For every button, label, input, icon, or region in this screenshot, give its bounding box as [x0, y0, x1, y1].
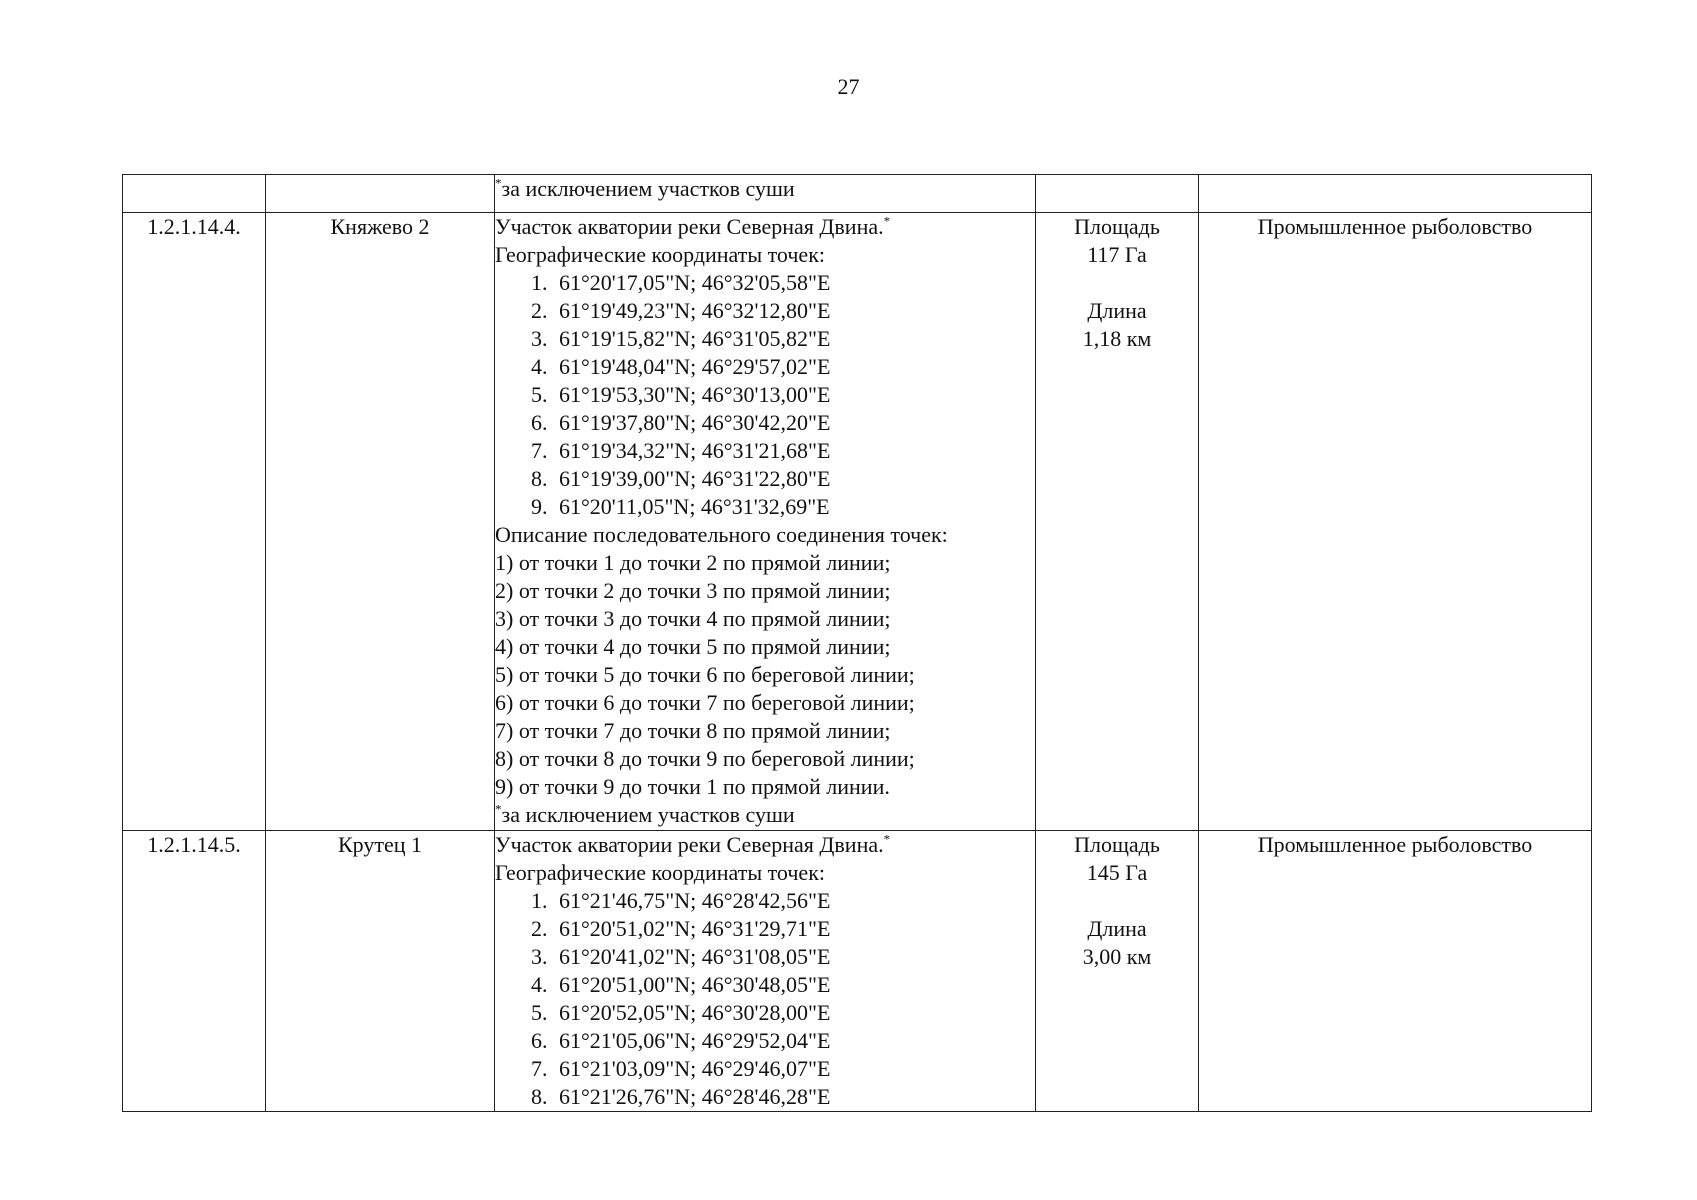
coordinate-item: 4. 61°20'51,00"N; 46°30'48,05"E	[553, 971, 1035, 999]
site-metrics	[1036, 831, 1199, 1112]
connection-item: 5) от точки 5 до точки 6 по береговой линии;	[495, 662, 915, 687]
page-number: 27	[837, 74, 860, 99]
connection-item: 1) от точки 1 до точки 2 по прямой линии;	[495, 550, 891, 575]
coordinate-item: 3. 61°20'41,02"N; 46°31'08,05"E	[553, 943, 1035, 971]
cell-usage-empty	[1199, 175, 1592, 213]
coordinate-item: 4. 61°19'48,04"N; 46°29'57,02"E	[553, 353, 1035, 381]
table-row	[123, 213, 1592, 831]
coordinate-item: 2. 61°20'51,02"N; 46°31'29,71"E	[553, 915, 1035, 943]
cell-metrics-empty	[1036, 175, 1199, 213]
coordinate-item: 5. 61°20'52,05"N; 46°30'28,00"E	[553, 999, 1035, 1027]
coordinate-item: 9. 61°20'11,05"N; 46°31'32,69"E	[553, 493, 1035, 521]
table-row	[123, 831, 1592, 1112]
coordinate-item: 3. 61°19'15,82"N; 46°31'05,82"E	[553, 325, 1035, 353]
connection-item: 9) от точки 9 до точки 1 по прямой линии.	[495, 774, 890, 799]
area-label: Площадь	[1074, 214, 1160, 239]
area-label: Площадь	[1074, 832, 1160, 857]
coordinate-item: 6. 61°19'37,80"N; 46°30'42,20"E	[553, 409, 1035, 437]
table-row-continuation	[123, 175, 1592, 213]
connection-item: 4) от точки 4 до точки 5 по прямой линии;	[495, 634, 891, 659]
usage-type: Промышленное рыболовство	[1199, 831, 1592, 1112]
exclusion-note: *за исключением участков суши	[495, 801, 795, 827]
exclusion-note: *за исключением участков суши	[495, 175, 795, 201]
site-metrics	[1036, 213, 1199, 831]
coordinates-list	[495, 269, 1035, 521]
coordinates-list	[495, 887, 1035, 1111]
zones-table	[122, 174, 1592, 1112]
connection-item: 3) от точки 3 до точки 4 по прямой линии;	[495, 606, 891, 631]
site-name: Княжево 2	[266, 213, 495, 831]
cell-name-empty	[266, 175, 495, 213]
cell-number-empty	[123, 175, 266, 213]
coords-header: Географические координаты точек:	[495, 242, 825, 267]
area-value: 145 Га	[1086, 860, 1148, 885]
site-name: Крутец 1	[266, 831, 495, 1112]
coordinate-item: 5. 61°19'53,30"N; 46°30'13,00"E	[553, 381, 1035, 409]
area-value: 117 Га	[1087, 242, 1147, 267]
cell-description	[495, 175, 1036, 213]
length-value: 3,00 км	[1082, 944, 1152, 969]
coords-header: Географические координаты точек:	[495, 860, 825, 885]
coordinate-item: 1. 61°20'17,05"N; 46°32'05,58"E	[553, 269, 1035, 297]
site-title: Участок акватории реки Северная Двина.*	[495, 831, 891, 857]
connection-item: 8) от точки 8 до точки 9 по береговой линии;	[495, 746, 915, 771]
coordinate-item: 7. 61°19'34,32"N; 46°31'21,68"E	[553, 437, 1035, 465]
row-number: 1.2.1.14.5.	[123, 831, 266, 1112]
usage-type: Промышленное рыболовство	[1199, 213, 1592, 831]
connection-item: 2) от точки 2 до точки 3 по прямой линии;	[495, 578, 891, 603]
coordinate-item: 1. 61°21'46,75"N; 46°28'42,56"E	[553, 887, 1035, 915]
site-description	[495, 213, 1036, 831]
connection-item: 6) от точки 6 до точки 7 по береговой линии;	[495, 690, 915, 715]
site-title: Участок акватории реки Северная Двина.*	[495, 213, 891, 239]
connection-item: 7) от точки 7 до точки 8 по прямой линии;	[495, 718, 891, 743]
connection-header: Описание последовательного соединения точек:	[495, 522, 948, 547]
coordinate-item: 7. 61°21'03,09"N; 46°29'46,07"E	[553, 1055, 1035, 1083]
coordinate-item: 8. 61°21'26,76"N; 46°28'46,28"E	[553, 1083, 1035, 1111]
length-label: Длина	[1087, 916, 1147, 941]
length-value: 1,18 км	[1082, 326, 1152, 351]
length-label: Длина	[1087, 298, 1147, 323]
coordinate-item: 8. 61°19'39,00"N; 46°31'22,80"E	[553, 465, 1035, 493]
site-description	[495, 831, 1036, 1112]
row-number: 1.2.1.14.4.	[123, 213, 266, 831]
coordinate-item: 6. 61°21'05,06"N; 46°29'52,04"E	[553, 1027, 1035, 1055]
coordinate-item: 2. 61°19'49,23"N; 46°32'12,80"E	[553, 297, 1035, 325]
